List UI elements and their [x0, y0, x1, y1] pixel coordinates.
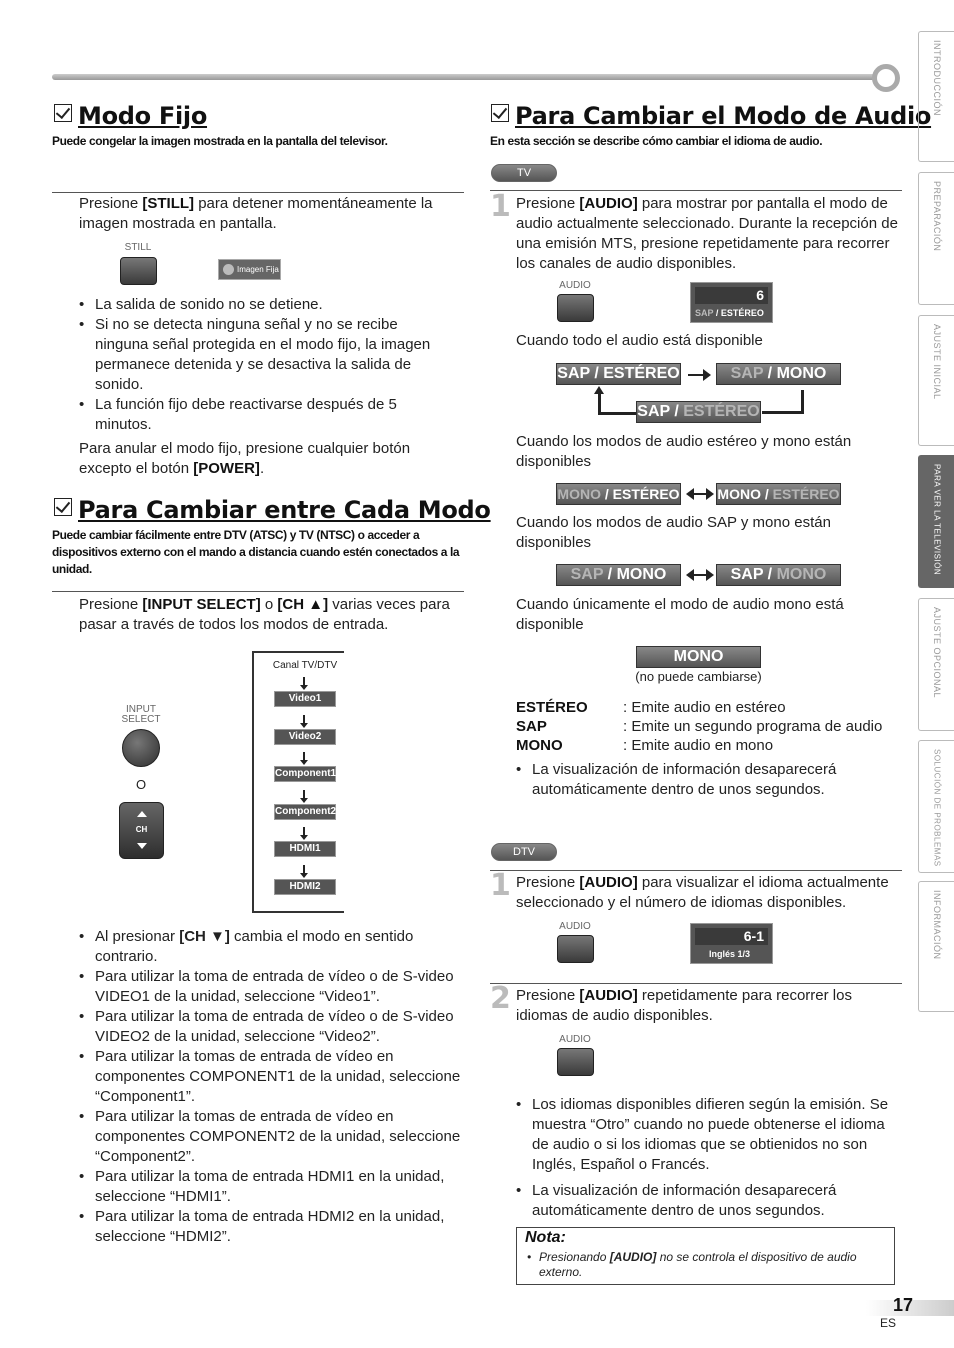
ch-rocker-button[interactable] [119, 802, 164, 859]
osd-channel: 6-1 [695, 928, 768, 945]
flow-mode-box: HDMI2 [274, 879, 336, 895]
definition-row [516, 717, 906, 736]
definition-row [516, 736, 906, 755]
flow-top-label: Canal TV/DTV [270, 660, 340, 671]
definition-desc: : Emite un segundo programa de audio [623, 718, 883, 735]
list-item: • La salida de sonido no se detiene. [79, 295, 454, 315]
osd-audio-mode: SAP / ESTÉREO [695, 308, 764, 318]
list-item: • Al presionar [CH ▼] cambia el modo en sentido contrario. [79, 927, 464, 967]
definition-term: SAP [516, 718, 547, 735]
audio-button-label: AUDIO [559, 1034, 591, 1045]
modo-fijo-cancel: Para anular el modo fijo, presione cualquier botón excepto el botón [POWER]. [79, 440, 411, 477]
loop-line-left [598, 393, 638, 415]
loop-line-right [762, 390, 804, 414]
list-item: • Los idiomas disponibles difieren según la emisión. Se muestra “Otro” cuando no puede obtenerse el idioma de audio o si los idiomas que se obtienidos no son Inglés, Español o Francés. [516, 1095, 904, 1175]
osd-language: Inglés 1/3 [709, 949, 751, 959]
audio-button-label: AUDIO [559, 921, 591, 932]
list-item: • Para utilizar la tomas de entrada de vídeo en componentes COMPONENT1 de la unidad, seleccione “Component1”. [79, 1047, 464, 1107]
cambiar-modo-subtitle: Puede cambiar fácilmente entre DTV (ATSC) y TV (NTSC) o acceder a dispositivos externo con el mando a distancia cuando estén conectados a la unidad. [52, 528, 460, 576]
no-change-note: (no puede cambiarse) [635, 669, 762, 684]
list-item: • Para utilizar la toma de entrada HDMI1 en la unidad, seleccione “HDMI1”. [79, 1167, 464, 1207]
flow-mode-box: Video2 [274, 729, 336, 745]
cambiar-modo-bullets [79, 927, 464, 1247]
checkbox-icon [491, 104, 509, 122]
step-number: 1 [490, 189, 511, 224]
audio-button-label: AUDIO [559, 280, 591, 291]
side-tab[interactable] [918, 31, 954, 162]
side-tab[interactable] [918, 315, 954, 446]
modo-audio-title: Para Cambiar el Modo de Audio [491, 102, 931, 130]
definition-term: ESTÉREO [516, 699, 588, 716]
flow-arrow-head [300, 798, 308, 803]
flow-arrow-head [300, 760, 308, 765]
double-arrow-right [706, 488, 714, 500]
double-arrow-left [686, 488, 694, 500]
definition-desc: : Emite audio en mono [623, 737, 774, 754]
mode-sap-estereo: SAP / ESTÉREO [556, 363, 681, 385]
flow-arrow-head [300, 685, 308, 690]
imagen-fija-osd: Imagen Fija [218, 259, 281, 280]
case-all-audio: Cuando todo el audio está disponible [516, 332, 763, 349]
note-text: • Presionando [AUDIO] no se controla el dispositivo de audio externo. [527, 1250, 857, 1279]
arrow-up-head [594, 386, 604, 394]
divider [52, 591, 464, 592]
modo-fijo-bullets [79, 295, 454, 435]
checkbox-icon [54, 498, 72, 516]
double-arrow-right [706, 569, 714, 581]
mode-mono-estereo: MONO / ESTÉREO [556, 483, 681, 505]
ch-up-arrow-icon [137, 811, 147, 817]
side-tab-label: INFORMACIÓN [931, 890, 942, 960]
side-tab-label: AJUSTE INICIAL [931, 324, 942, 400]
list-item: • Si no se detecta ninguna señal y no se recibe ninguna señal protegida en el modo fijo, la imagen permanece detenida y se desactiva la salida de sonido. [79, 315, 454, 395]
audio-button[interactable] [557, 935, 594, 963]
osd-channel: 6 [695, 287, 768, 304]
mode-sap-estereo-alt: SAP / ESTÉREO [636, 401, 761, 423]
ch-down-arrow-icon [137, 843, 147, 849]
mode-sap-mono-b: SAP / MONO [716, 564, 841, 586]
definition-row [516, 698, 906, 717]
modo-audio-subtitle: En esta sección se describe cómo cambiar el idioma de audio. [490, 134, 823, 148]
side-tab-label: AJUSTE OPCIONAL [931, 607, 942, 699]
definition-desc: : Emite audio en estéreo [623, 699, 786, 716]
header-bar [52, 74, 882, 80]
modo-fijo-step: Presione [STILL] para detener momentáneamente la imagen mostrada en pantalla. [79, 195, 433, 232]
list-item: • La visualización de información desaparecerá automáticamente dentro de unos segundos. [516, 760, 901, 800]
flow-mode-box: HDMI1 [274, 841, 336, 857]
tv-audio-bullets [516, 760, 901, 800]
side-tab-label: PARA VER LA TELEVISIÓN [932, 464, 941, 576]
tv-pill: TV [491, 164, 557, 182]
dtv-audio-step2: Presione [AUDIO] repetidamente para recorrer los idiomas de audio disponibles. [516, 987, 852, 1024]
checkbox-icon [54, 104, 72, 122]
definition-term: MONO [516, 737, 563, 754]
case-mono-only: Cuando únicamente el modo de audio mono está disponible [516, 596, 844, 633]
double-arrow-left [686, 569, 694, 581]
still-button[interactable] [120, 257, 157, 285]
case-sap-mono: Cuando los modos de audio SAP y mono están disponibles [516, 514, 831, 551]
tv-audio-osd [690, 282, 773, 323]
side-tab[interactable] [918, 740, 954, 873]
modo-fijo-title: Modo Fijo [54, 102, 207, 130]
divider [490, 983, 902, 984]
side-tab-label: PREPARACIÓN [931, 181, 942, 252]
arrow-right-head [703, 369, 711, 381]
divider [52, 192, 464, 193]
step-number: 2 [490, 981, 511, 1016]
case-stereo-mono: Cuando los modos de audio estéreo y mono están disponibles [516, 433, 852, 470]
side-tab-label: SOLUCIÓN DE PROBLEMAS [932, 749, 941, 867]
mode-sap-mono: SAP / MONO [716, 363, 841, 385]
dtv-pill: DTV [491, 843, 557, 861]
mode-mono-only: MONO [636, 646, 761, 668]
side-tab-label: INTRODUCCIÓN [931, 40, 942, 116]
pause-icon [223, 264, 234, 275]
flow-mode-box: Video1 [274, 691, 336, 707]
page-lang: ES [880, 1316, 897, 1330]
note-box [516, 1227, 895, 1285]
note-title: Nota: [525, 1229, 566, 1246]
flow-arrow-head [300, 873, 308, 878]
dtv-audio-step1: Presione [AUDIO] para visualizar el idioma actualmente seleccionado y el número de idiomas disponibles. [516, 874, 889, 911]
dtv-audio-bullets [516, 1095, 904, 1221]
divider [490, 190, 902, 191]
input-select-label: INPUT SELECT [121, 704, 161, 725]
list-item: • Para utilizar la tomas de entrada de vídeo en componentes COMPONENT2 de la unidad, seleccione “Component2”. [79, 1107, 464, 1167]
header-circle [872, 64, 900, 92]
flow-mode-box: Component2 [274, 804, 336, 820]
input-select-button[interactable] [122, 729, 160, 767]
side-tab[interactable] [918, 172, 954, 305]
list-item: • La función fijo debe reactivarse después de 5 minutos. [79, 395, 454, 435]
flow-arrow-head [300, 835, 308, 840]
list-item: • Para utilizar la toma de entrada de vídeo o de S-video VIDEO1 de la unidad, seleccione “Video1”. [79, 967, 464, 1007]
mode-mono-estereo-alt: MONO / ESTÉREO [716, 483, 841, 505]
tv-audio-step: Presione [AUDIO] para mostrar por pantalla el modo de audio actualmente seleccionado. Durante la recepción de una emisión MTS, presione repetidamente para recorrer los canales de audio disponibles. [516, 195, 898, 272]
list-item: • La visualización de información desaparecerá automáticamente dentro de unos segundos. [516, 1181, 904, 1221]
audio-mode-definitions [516, 698, 906, 755]
page-number: 17 [893, 1295, 914, 1315]
ch-label: CH [135, 825, 148, 834]
side-tab[interactable] [918, 881, 954, 1012]
step-number: 1 [490, 868, 511, 903]
dtv-audio-osd [690, 923, 773, 964]
list-item: • Para utilizar la toma de entrada de vídeo o de S-video VIDEO2 de la unidad, seleccione “Video2”. [79, 1007, 464, 1047]
flow-arrow-head [300, 723, 308, 728]
mode-sap-mono-a: SAP / MONO [556, 564, 681, 586]
list-item: • Para utilizar la toma de entrada HDMI2 en la unidad, seleccione “HDMI2”. [79, 1207, 464, 1247]
audio-button[interactable] [557, 294, 594, 322]
or-label: O [136, 777, 147, 792]
flow-mode-box: Component1 [274, 766, 336, 782]
cambiar-modo-step: Presione [INPUT SELECT] o [CH ▲] varias veces para pasar a través de todos los modos de entrada. [79, 596, 450, 633]
cambiar-modo-title: Para Cambiar entre Cada Modo [54, 496, 491, 524]
divider [490, 870, 902, 871]
side-tab[interactable] [918, 598, 954, 731]
audio-button[interactable] [557, 1048, 594, 1076]
modo-fijo-subtitle: Puede congelar la imagen mostrada en la pantalla del televisor. [52, 134, 388, 148]
still-button-label: STILL [124, 242, 152, 253]
side-tab[interactable] [918, 455, 954, 588]
